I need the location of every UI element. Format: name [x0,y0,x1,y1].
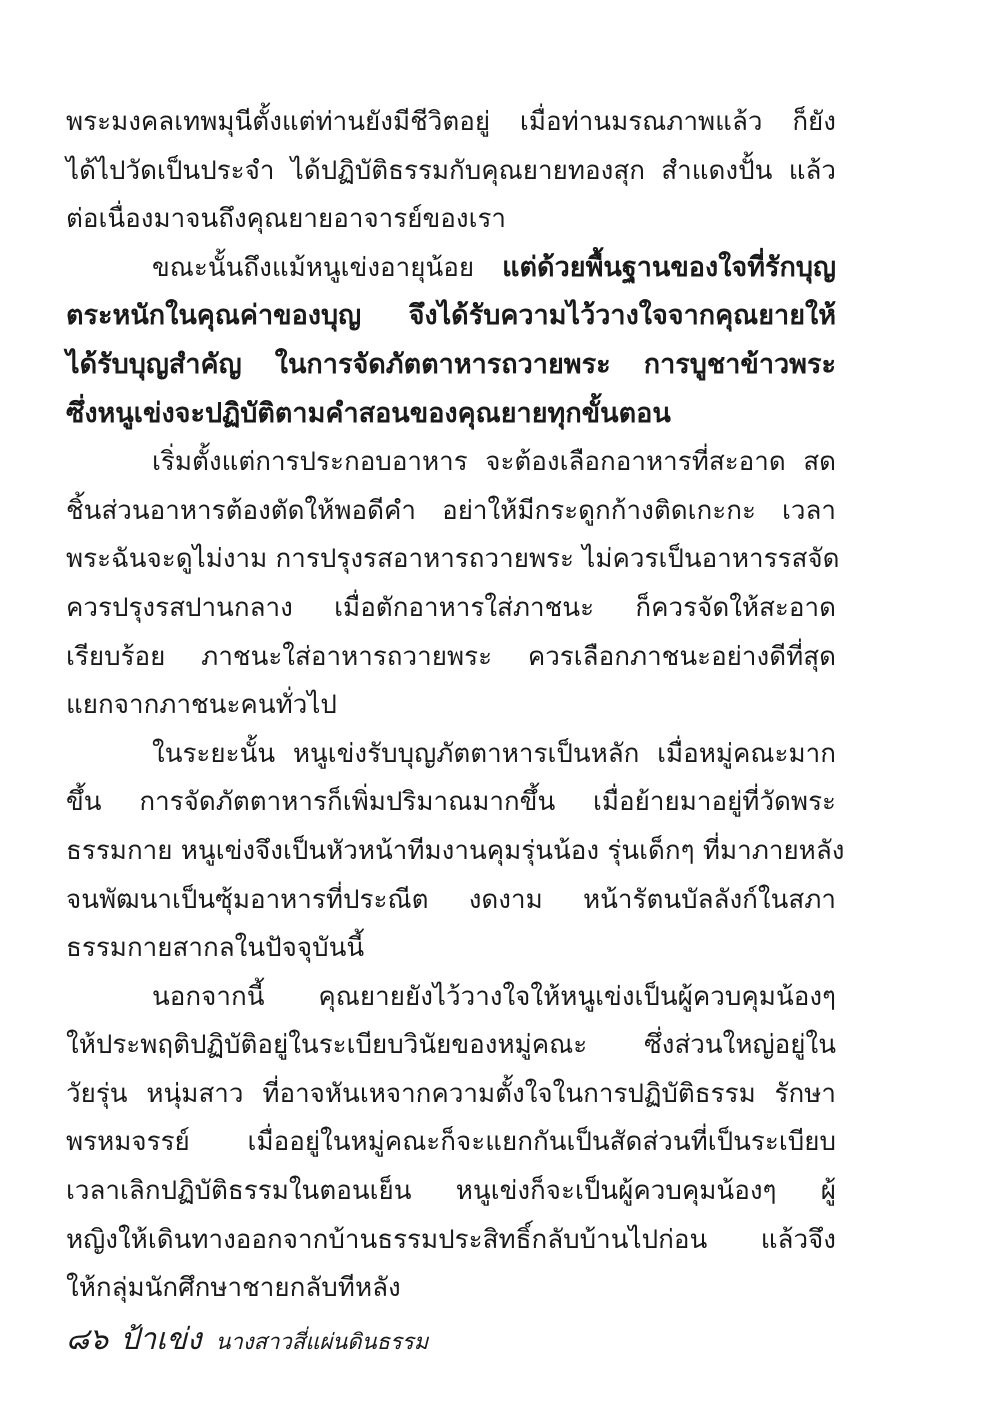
paragraph-2 [66,244,836,438]
text-line: เริ่มตั้งแต่การประกอบอาหาร จะต้องเลือกอาหารที่สะอาด สด [152,447,836,478]
paragraph-1 [66,98,836,244]
text-line: นอกจากนี้ คุณยายยังไว้วางใจให้หนูเข่งเป็นผู้ควบคุมน้องๆ [152,981,836,1012]
paragraph-3 [66,438,840,730]
text-line: ธรรมกายสากลในปัจจุบันนี้ [66,933,365,964]
page-number: ๘๖ [66,1322,109,1357]
text-line: ในระยะนั้น หนูเข่งรับบุญภัตตาหารเป็นหลัก เมื่อหมู่คณะมาก [152,738,836,769]
paragraph-5 [66,973,836,1313]
text-line: เวลาเลิกปฏิบัติธรรมในตอนเย็น หนูเข่งก็จะเป็นผู้ควบคุมน้องๆ ผู้ [66,1176,836,1207]
text-line: ขึ้น การจัดภัตตาหารก็เพิ่มปริมาณมากขึ้น เมื่อย้ายมาอยู่ที่วัดพระ [66,787,836,818]
text-line: ควรปรุงรสปานกลาง เมื่อตักอาหารใส่ภาชนะ ก็ควรจัดให้สะอาด [66,592,836,623]
page-footer [66,1316,428,1360]
text-bold: แต่ด้วยพื้นฐานของใจที่รักบุญ [502,251,836,283]
text-line: ได้ไปวัดเป็นประจำ ได้ปฏิบัติธรรมกับคุณยายทองสุก สำแดงปั้น แล้ว [66,155,836,186]
book-title: ป้าเข่ง [120,1322,202,1357]
paragraph-4 [66,730,845,973]
text-line: พระฉันจะดูไม่งาม การปรุงรสอาหารถวายพระ ไม่ควรเป็นอาหารรสจัด [66,544,840,575]
text-line: พรหมจรรย์ เมื่ออยู่ในหมู่คณะก็จะแยกกันเป็นสัดส่วนที่เป็นระเบียบ [66,1127,836,1158]
text-line: เรียบร้อย ภาชนะใส่อาหารถวายพระ ควรเลือกภาชนะอย่างดีที่สุด [66,641,836,672]
text-line [66,244,836,293]
text-line: วัยรุ่น หนุ่มสาว ที่อาจหันเหจากความตั้งใจในการปฏิบัติธรรม รักษา [66,1078,836,1109]
text-line: ธรรมกาย หนูเข่งจึงเป็นหัวหน้าทีมงานคุมรุ่นน้อง รุ่นเด็กๆ ที่มาภายหลัง [66,835,845,866]
text-line: แยกจากภาชนะคนทั่วไป [66,690,337,721]
text-line: หญิงให้เดินทางออกจากบ้านธรรมประสิทธิ์กลับบ้านไปก่อน แล้วจึง [66,1224,836,1255]
text-line: พระมงคลเทพมุนีตั้งแต่ท่านยังมีชีวิตอยู่ เมื่อท่านมรณภาพแล้ว ก็ยัง [66,107,836,137]
text-line: ต่อเนื่องมาจนถึงคุณยายอาจารย์ของเรา [66,204,507,235]
text-line-bold: ได้รับบุญสำคัญ ในการจัดภัตตาหารถวายพระ การบูชาข้าวพระ [66,348,836,380]
text-line: ให้ประพฤติปฏิบัติอยู่ในระเบียบวินัยของหมู่คณะ ซึ่งส่วนใหญ่อยู่ใน [66,1030,836,1061]
page-body [66,98,845,1313]
text-line: ให้กลุ่มนักศึกษาชายกลับทีหลัง [66,1273,401,1304]
text-line-bold: ตระหนักในคุณค่าของบุญ จึงได้รับความไว้วางใจจากคุณยายให้ [66,300,836,332]
text-line: จนพัฒนาเป็นซุ้มอาหารที่ประณีต งดงาม หน้ารัตนบัลลังก์ในสภา [66,884,836,915]
book-subtitle: นางสาวสี่แผ่นดินธรรม [215,1330,429,1355]
text-line: ชิ้นส่วนอาหารต้องตัดให้พอดีคำ อย่าให้มีกระดูกก้างติดเกะกะ เวลา [66,495,836,526]
text-normal: ขณะนั้นถึงแม้หนูเข่งอายุน้อย [152,252,475,283]
text-line-bold: ซึ่งหนูเข่งจะปฏิบัติตามคำสอนของคุณยายทุกขั้นตอน [66,397,671,429]
